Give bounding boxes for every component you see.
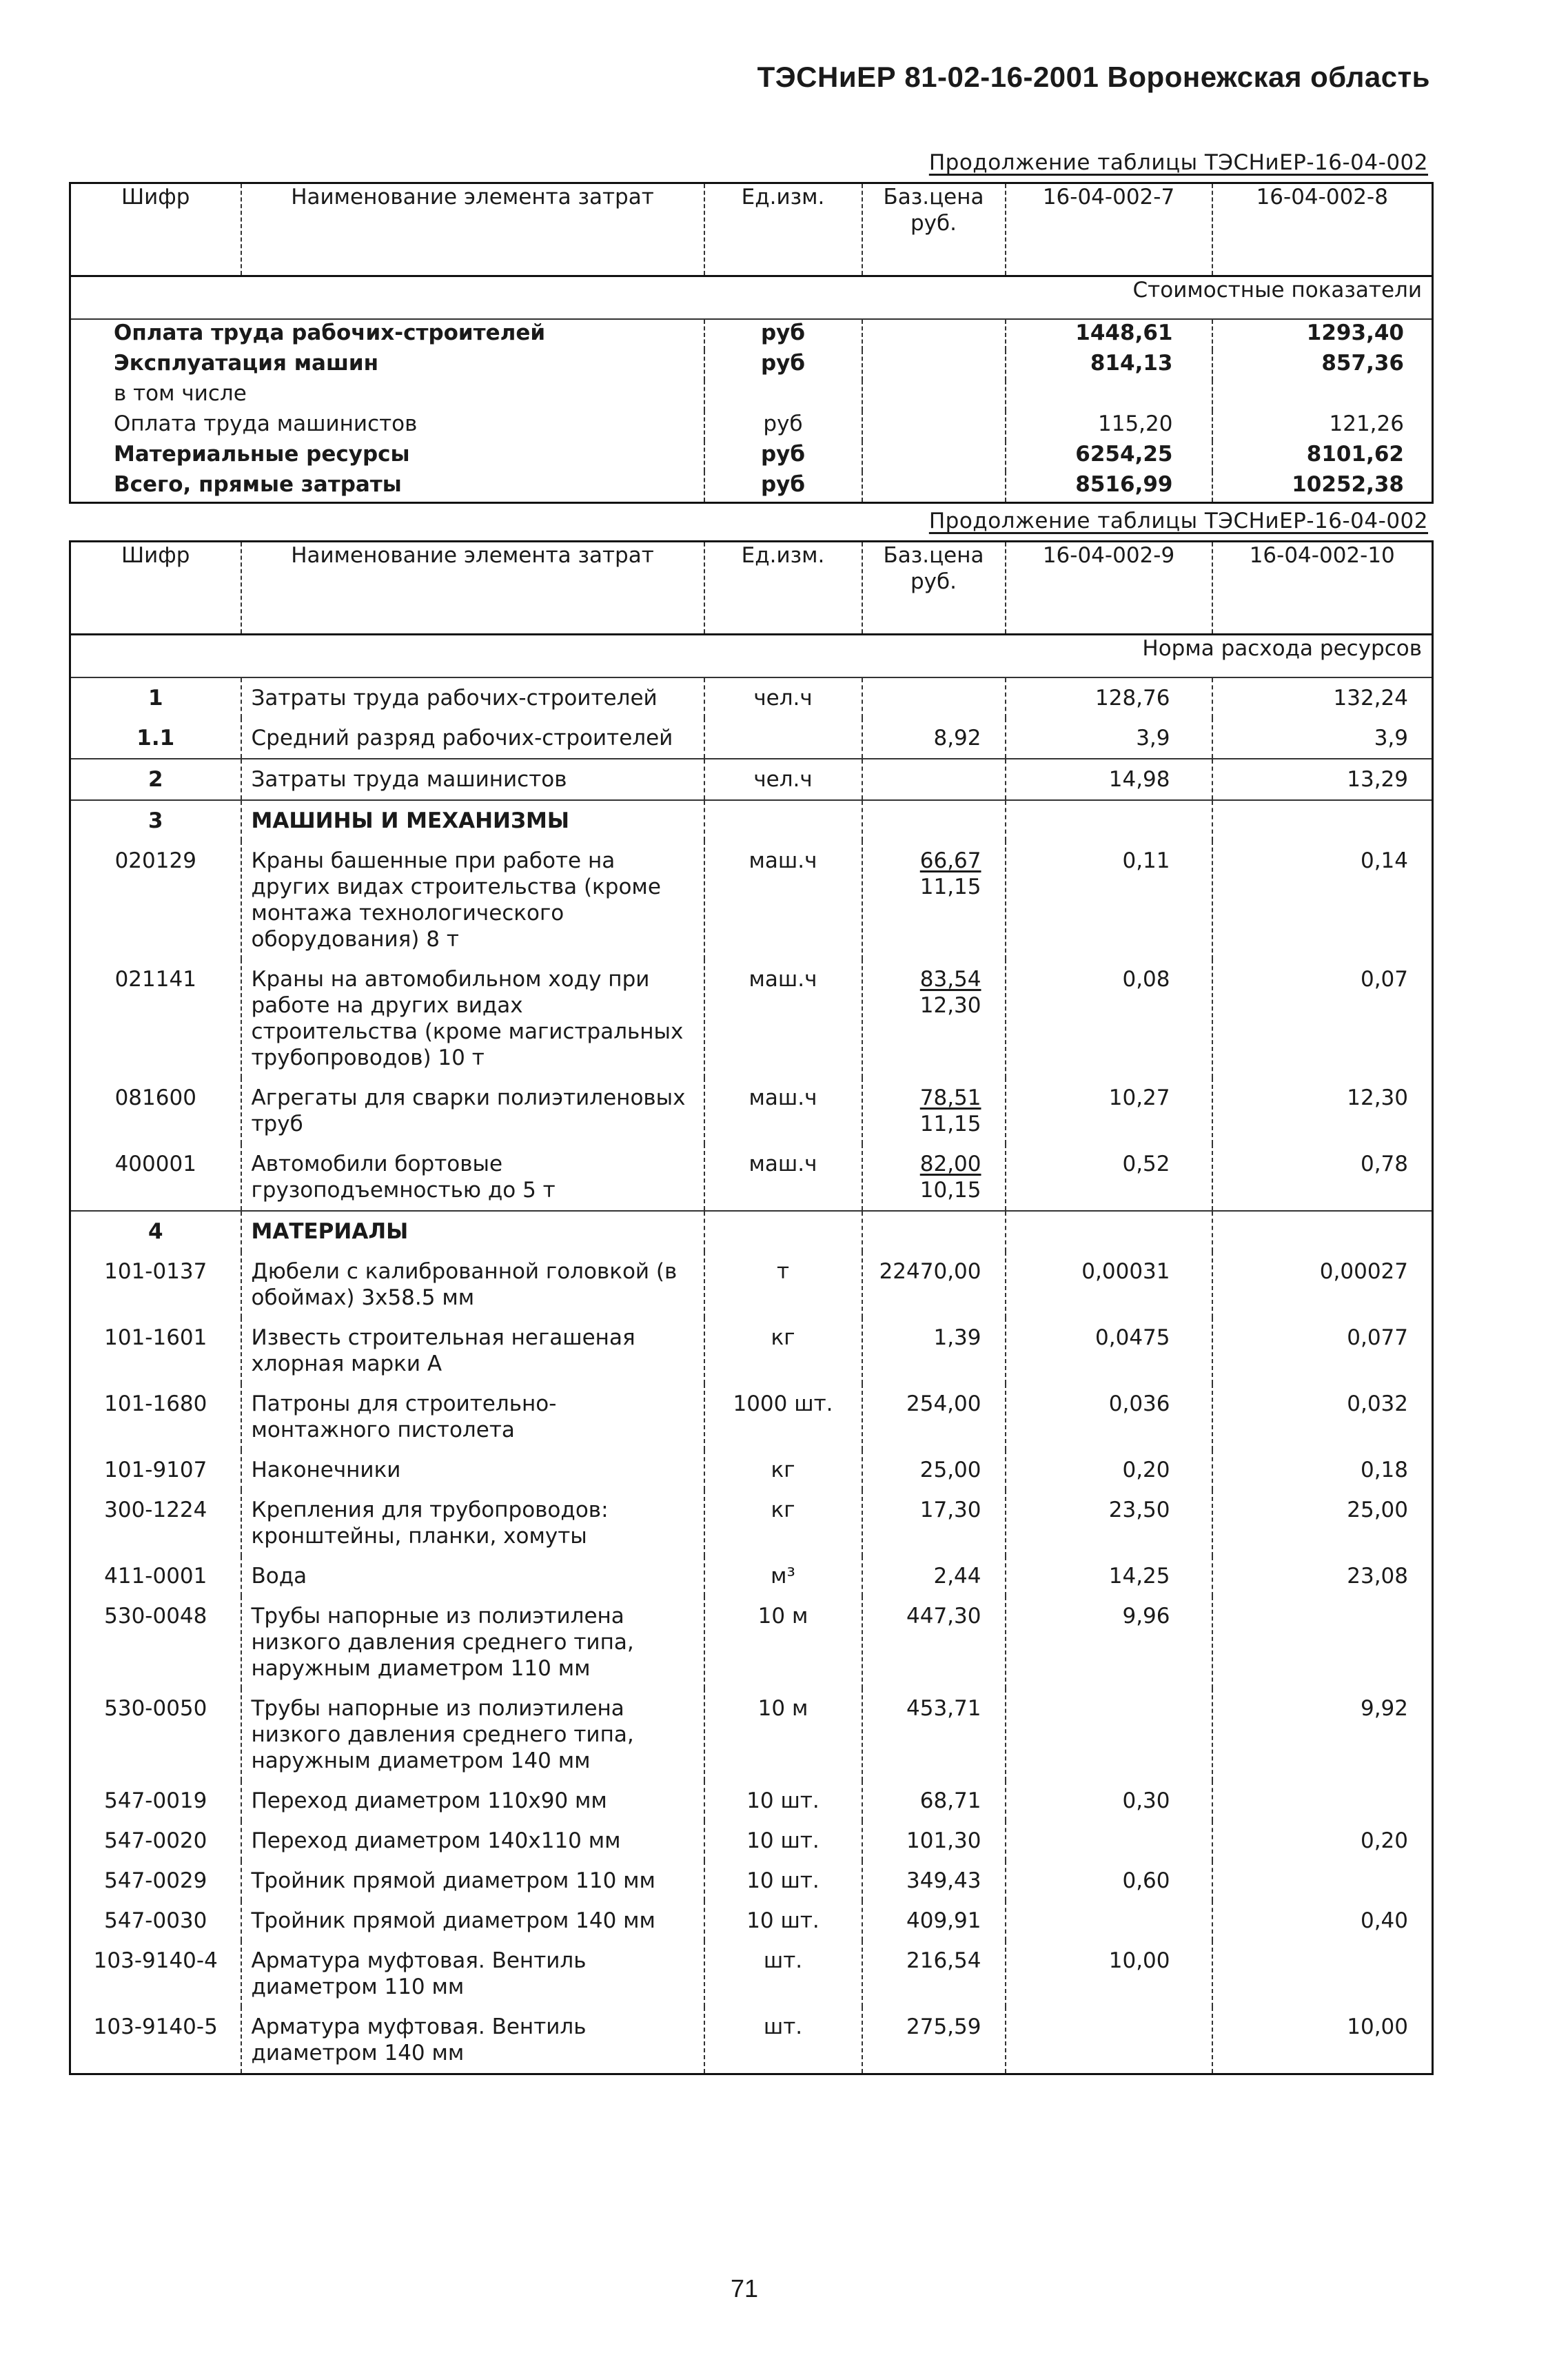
base-price-value: 82,00 xyxy=(919,1152,981,1176)
header-col-a: 16-04-002-9 xyxy=(1006,542,1212,635)
base-price-value: 22470,00 xyxy=(879,1259,981,1284)
row-code: 547-0020 xyxy=(104,1828,207,1853)
row-name: Затраты труда машинистов xyxy=(241,759,704,800)
row-name: Трубы напорные из полиэтилена низкого давления среднего типа, наружным диаметром 110 мм xyxy=(241,1596,704,1688)
row-value-a: 0,52 xyxy=(1006,1144,1212,1211)
row-value-a: 1448,61 xyxy=(1006,319,1212,350)
row-code: 547-0030 xyxy=(104,1908,207,1933)
table-row xyxy=(70,471,1433,503)
row-value-b xyxy=(1212,380,1433,411)
row-unit: чел.ч xyxy=(704,677,862,718)
row-code: 101-0137 xyxy=(104,1259,207,1284)
row-unit: чел.ч xyxy=(704,759,862,800)
row-unit: кг xyxy=(704,1490,862,1556)
row-base-price xyxy=(862,319,1006,350)
row-value-a xyxy=(1006,380,1212,411)
table-row xyxy=(70,1861,1433,1901)
base-price-value: 1,39 xyxy=(933,1325,981,1350)
row-value-a: 6254,25 xyxy=(1006,441,1212,471)
row-base-price xyxy=(862,1901,1006,1941)
table-row xyxy=(70,718,1433,759)
row-value-a: 0,11 xyxy=(1006,841,1212,959)
row-name: Средний разряд рабочих-строителей xyxy=(241,718,704,759)
row-name: МАТЕРИАЛЫ xyxy=(241,1211,704,1252)
base-price-value: 8,92 xyxy=(933,726,981,751)
row-value-b: 0,18 xyxy=(1212,1450,1433,1490)
row-value-a: 0,20 xyxy=(1006,1450,1212,1490)
row-unit: руб xyxy=(704,319,862,350)
row-value-b: 3,9 xyxy=(1212,718,1433,759)
row-name: Агрегаты для сварки полиэтиленовых труб xyxy=(241,1078,704,1144)
row-code: 547-0019 xyxy=(104,1788,207,1813)
row-unit: маш.ч xyxy=(704,959,862,1078)
row-value-a: 0,0475 xyxy=(1006,1318,1212,1384)
row-base-price xyxy=(862,759,1006,800)
row-unit xyxy=(704,380,862,411)
row-base-price xyxy=(862,959,1006,1078)
row-base-price xyxy=(862,1596,1006,1688)
header-col-b: 16-04-002-10 xyxy=(1212,542,1433,635)
row-code: 101-1680 xyxy=(104,1391,207,1416)
section-label: Норма расхода ресурсов xyxy=(70,635,1433,678)
row-unit: т xyxy=(704,1252,862,1318)
base-price-value: 17,30 xyxy=(919,1498,981,1522)
row-value-a: 814,13 xyxy=(1006,350,1212,380)
row-code: 103-9140-5 xyxy=(93,2014,218,2039)
row-name: Оплата труда машинистов xyxy=(114,411,418,436)
row-code: 530-0048 xyxy=(104,1604,207,1629)
header-name: Наименование элемента затрат xyxy=(241,183,704,276)
row-name: Крепления для трубопроводов: кронштейны, планки, хомуты xyxy=(241,1490,704,1556)
base-price-value: 216,54 xyxy=(906,1948,981,1973)
row-name: Краны башенные при работе на других видах строительства (кроме монтажа технологического оборудования) 8 т xyxy=(241,841,704,959)
base-price-machinist-value: 10,15 xyxy=(919,1178,981,1203)
header-base-price: Баз.цена руб. xyxy=(862,542,1006,635)
row-value-a: 14,25 xyxy=(1006,1556,1212,1596)
row-base-price xyxy=(862,1450,1006,1490)
row-name: Дюбели с калиброванной головкой (в обоймах) 3х58.5 мм xyxy=(241,1252,704,1318)
row-base-price xyxy=(862,1556,1006,1596)
table-row xyxy=(70,759,1433,800)
table-row xyxy=(70,1490,1433,1556)
row-value-b: 10,00 xyxy=(1212,2007,1433,2074)
row-unit: м³ xyxy=(704,1556,862,1596)
row-name: Всего, прямые затраты xyxy=(114,472,402,497)
row-unit: 10 шт. xyxy=(704,1901,862,1941)
header-code: Шифр xyxy=(70,183,241,276)
header-base-price: Баз.цена руб. xyxy=(862,183,1006,276)
row-base-price xyxy=(862,1941,1006,2007)
table-header-row xyxy=(70,542,1433,635)
header-unit: Ед.изм. xyxy=(704,542,862,635)
row-code: 020129 xyxy=(114,848,196,873)
row-unit xyxy=(704,800,862,841)
row-unit: руб xyxy=(704,471,862,503)
row-base-price xyxy=(862,1821,1006,1861)
table-row xyxy=(70,1901,1433,1941)
table-row xyxy=(70,1384,1433,1450)
row-value-b: 9,92 xyxy=(1212,1688,1433,1781)
row-value-b: 12,30 xyxy=(1212,1078,1433,1144)
row-value-b: 1293,40 xyxy=(1212,319,1433,350)
row-code: 4 xyxy=(147,1219,163,1244)
row-name: Тройник прямой диаметром 140 мм xyxy=(241,1901,704,1941)
row-value-b: 132,24 xyxy=(1212,677,1433,718)
row-value-b xyxy=(1212,1211,1433,1252)
page-number: 71 xyxy=(731,2274,759,2303)
base-price-value: 447,30 xyxy=(906,1604,981,1629)
row-code: 081600 xyxy=(114,1085,196,1110)
header-unit: Ед.изм. xyxy=(704,183,862,276)
table-row xyxy=(70,1078,1433,1144)
row-unit: 10 м xyxy=(704,1596,862,1688)
table-row xyxy=(70,1781,1433,1821)
row-value-b: 0,07 xyxy=(1212,959,1433,1078)
base-price-machinist-value: 11,15 xyxy=(919,1112,981,1136)
row-base-price xyxy=(862,411,1006,441)
page-title: ТЭСНиЕР 81-02-16-2001 Воронежская область xyxy=(757,61,1430,93)
row-unit: руб xyxy=(704,441,862,471)
row-unit xyxy=(704,718,862,759)
row-value-a xyxy=(1006,1901,1212,1941)
row-value-a: 23,50 xyxy=(1006,1490,1212,1556)
row-code: 411-0001 xyxy=(104,1564,207,1589)
row-unit: 1000 шт. xyxy=(704,1384,862,1450)
row-value-b xyxy=(1212,1941,1433,2007)
table-row xyxy=(70,1596,1433,1688)
row-value-b: 0,14 xyxy=(1212,841,1433,959)
row-value-a: 3,9 xyxy=(1006,718,1212,759)
row-name: Тройник прямой диаметром 110 мм xyxy=(241,1861,704,1901)
row-value-a xyxy=(1006,1688,1212,1781)
row-value-a xyxy=(1006,2007,1212,2074)
row-base-price xyxy=(862,1490,1006,1556)
table-row xyxy=(70,1821,1433,1861)
row-name: Наконечники xyxy=(241,1450,704,1490)
table-row xyxy=(70,1144,1433,1211)
base-price-value: 453,71 xyxy=(906,1696,981,1721)
row-unit: руб xyxy=(704,350,862,380)
row-value-b: 0,032 xyxy=(1212,1384,1433,1450)
table-header-row xyxy=(70,183,1433,276)
row-base-price xyxy=(862,441,1006,471)
row-unit: шт. xyxy=(704,2007,862,2074)
base-price-value: 78,51 xyxy=(919,1085,981,1110)
table-row xyxy=(70,1211,1433,1252)
row-code: 530-0050 xyxy=(104,1696,207,1721)
table-row xyxy=(70,380,1433,411)
table-caption-1: Продолжение таблицы ТЭСНиЕР-16-04-002 xyxy=(928,150,1428,175)
row-value-b: 0,077 xyxy=(1212,1318,1433,1384)
row-value-a: 0,08 xyxy=(1006,959,1212,1078)
row-name: Трубы напорные из полиэтилена низкого давления среднего типа, наружным диаметром 140 мм xyxy=(241,1688,704,1781)
base-price-value: 409,91 xyxy=(906,1908,981,1933)
row-value-b: 0,20 xyxy=(1212,1821,1433,1861)
section-row xyxy=(70,276,1433,320)
row-value-a: 8516,99 xyxy=(1006,471,1212,503)
row-code: 103-9140-4 xyxy=(93,1948,218,1973)
table-row xyxy=(70,441,1433,471)
row-value-a xyxy=(1006,800,1212,841)
base-price-value: 349,43 xyxy=(906,1868,981,1893)
row-code: 547-0029 xyxy=(104,1868,207,1893)
row-name: МАШИНЫ И МЕХАНИЗМЫ xyxy=(241,800,704,841)
base-price-value: 83,54 xyxy=(919,967,981,992)
row-base-price xyxy=(862,471,1006,503)
row-code: 1 xyxy=(147,686,163,711)
row-value-b xyxy=(1212,1781,1433,1821)
table-row xyxy=(70,959,1433,1078)
row-name: Затраты труда рабочих-строителей xyxy=(241,677,704,718)
row-value-b: 857,36 xyxy=(1212,350,1433,380)
row-base-price xyxy=(862,380,1006,411)
row-name: Материальные ресурсы xyxy=(114,442,410,467)
header-col-b: 16-04-002-8 xyxy=(1212,183,1433,276)
row-base-price xyxy=(862,718,1006,759)
row-name: Автомобили бортовые грузоподъемностью до 5 т xyxy=(241,1144,704,1211)
row-code: 3 xyxy=(147,808,163,833)
table-row xyxy=(70,411,1433,441)
row-name: Известь строительная негашеная хлорная марки А xyxy=(241,1318,704,1384)
base-price-value: 2,44 xyxy=(933,1564,981,1589)
row-value-a: 10,00 xyxy=(1006,1941,1212,2007)
row-name: Арматура муфтовая. Вентиль диаметром 110 мм xyxy=(241,1941,704,2007)
row-base-price xyxy=(862,1252,1006,1318)
table-row xyxy=(70,1556,1433,1596)
row-base-price xyxy=(862,1384,1006,1450)
row-base-price xyxy=(862,1861,1006,1901)
base-price-machinist-value: 11,15 xyxy=(919,875,981,899)
section-row xyxy=(70,635,1433,678)
row-value-a xyxy=(1006,1211,1212,1252)
row-code: 021141 xyxy=(114,967,196,992)
row-code: 2 xyxy=(70,759,241,800)
row-value-a: 10,27 xyxy=(1006,1078,1212,1144)
base-price-machinist-value: 12,30 xyxy=(919,993,981,1018)
row-value-a xyxy=(1006,1821,1212,1861)
row-name: Переход диаметром 110х90 мм xyxy=(241,1781,704,1821)
table-row xyxy=(70,800,1433,841)
row-value-b: 0,78 xyxy=(1212,1144,1433,1211)
row-unit: кг xyxy=(704,1450,862,1490)
row-name: Краны на автомобильном ходу при работе на других видах строительства (кроме магистральных трубопроводов) 10 т xyxy=(241,959,704,1078)
base-price-value: 66,67 xyxy=(919,848,981,873)
row-value-a: 0,036 xyxy=(1006,1384,1212,1450)
row-value-b: 25,00 xyxy=(1212,1490,1433,1556)
row-base-price xyxy=(862,2007,1006,2074)
table-row xyxy=(70,1318,1433,1384)
table-caption-2: Продолжение таблицы ТЭСНиЕР-16-04-002 xyxy=(928,509,1428,533)
row-value-b: 121,26 xyxy=(1212,411,1433,441)
row-value-a: 115,20 xyxy=(1006,411,1212,441)
table-row xyxy=(70,350,1433,380)
row-unit: 10 м xyxy=(704,1688,862,1781)
row-code: 1.1 xyxy=(70,718,241,759)
base-price-value: 68,71 xyxy=(919,1788,981,1813)
row-unit: 10 шт. xyxy=(704,1861,862,1901)
row-unit: 10 шт. xyxy=(704,1821,862,1861)
table-row xyxy=(70,841,1433,959)
resource-norms-table xyxy=(69,540,1434,2075)
table-row xyxy=(70,1688,1433,1781)
row-unit: шт. xyxy=(704,1941,862,2007)
row-value-b: 8101,62 xyxy=(1212,441,1433,471)
row-unit: маш.ч xyxy=(704,1144,862,1211)
row-value-b xyxy=(1212,1861,1433,1901)
row-value-a: 9,96 xyxy=(1006,1596,1212,1688)
row-name: Патроны для строительно-монтажного пистолета xyxy=(241,1384,704,1450)
row-value-b xyxy=(1212,800,1433,841)
row-base-price xyxy=(862,1688,1006,1781)
base-price-value: 254,00 xyxy=(906,1391,981,1416)
row-value-b: 23,08 xyxy=(1212,1556,1433,1596)
row-value-a: 0,30 xyxy=(1006,1781,1212,1821)
row-name: Переход диаметром 140х110 мм xyxy=(241,1821,704,1861)
row-unit: руб xyxy=(704,411,862,441)
row-base-price xyxy=(862,677,1006,718)
header-name: Наименование элемента затрат xyxy=(241,542,704,635)
row-base-price xyxy=(862,1078,1006,1144)
row-unit: кг xyxy=(704,1318,862,1384)
row-name: Арматура муфтовая. Вентиль диаметром 140 мм xyxy=(241,2007,704,2074)
row-code: 101-1601 xyxy=(104,1325,207,1350)
header-col-a: 16-04-002-7 xyxy=(1006,183,1212,276)
base-price-value: 25,00 xyxy=(919,1458,981,1482)
table-row xyxy=(70,1252,1433,1318)
row-name: Вода xyxy=(241,1556,704,1596)
row-name: Эксплуатация машин xyxy=(114,351,379,376)
row-code: 400001 xyxy=(70,1144,241,1211)
base-price-value: 101,30 xyxy=(906,1828,981,1853)
row-code: 101-9107 xyxy=(104,1458,207,1482)
row-base-price xyxy=(862,1211,1006,1252)
row-value-a: 128,76 xyxy=(1006,677,1212,718)
section-label: Стоимостные показатели xyxy=(70,276,1433,320)
row-base-price xyxy=(862,1781,1006,1821)
row-base-price xyxy=(862,800,1006,841)
row-unit: маш.ч xyxy=(704,1078,862,1144)
table-row xyxy=(70,677,1433,718)
table-row xyxy=(70,1941,1433,2007)
row-unit: маш.ч xyxy=(704,841,862,959)
row-value-b xyxy=(1212,1596,1433,1688)
row-name: Оплата труда рабочих-строителей xyxy=(114,320,546,345)
row-code: 300-1224 xyxy=(104,1498,207,1522)
row-value-a: 14,98 xyxy=(1006,759,1212,800)
base-price-value: 275,59 xyxy=(906,2014,981,2039)
row-unit xyxy=(704,1211,862,1252)
cost-indicators-table xyxy=(69,182,1434,504)
table-row xyxy=(70,319,1433,350)
header-code: Шифр xyxy=(70,542,241,635)
row-value-b: 13,29 xyxy=(1212,759,1433,800)
row-value-b: 10252,38 xyxy=(1212,471,1433,503)
row-base-price xyxy=(862,350,1006,380)
row-value-a: 0,00031 xyxy=(1006,1252,1212,1318)
row-base-price xyxy=(862,1144,1006,1211)
row-base-price xyxy=(862,841,1006,959)
row-name: в том числе xyxy=(114,381,247,406)
row-unit: 10 шт. xyxy=(704,1781,862,1821)
row-base-price xyxy=(862,1318,1006,1384)
table-row xyxy=(70,2007,1433,2074)
table-row xyxy=(70,1450,1433,1490)
row-value-b: 0,40 xyxy=(1212,1901,1433,1941)
row-value-a: 0,60 xyxy=(1006,1861,1212,1901)
row-value-b: 0,00027 xyxy=(1212,1252,1433,1318)
